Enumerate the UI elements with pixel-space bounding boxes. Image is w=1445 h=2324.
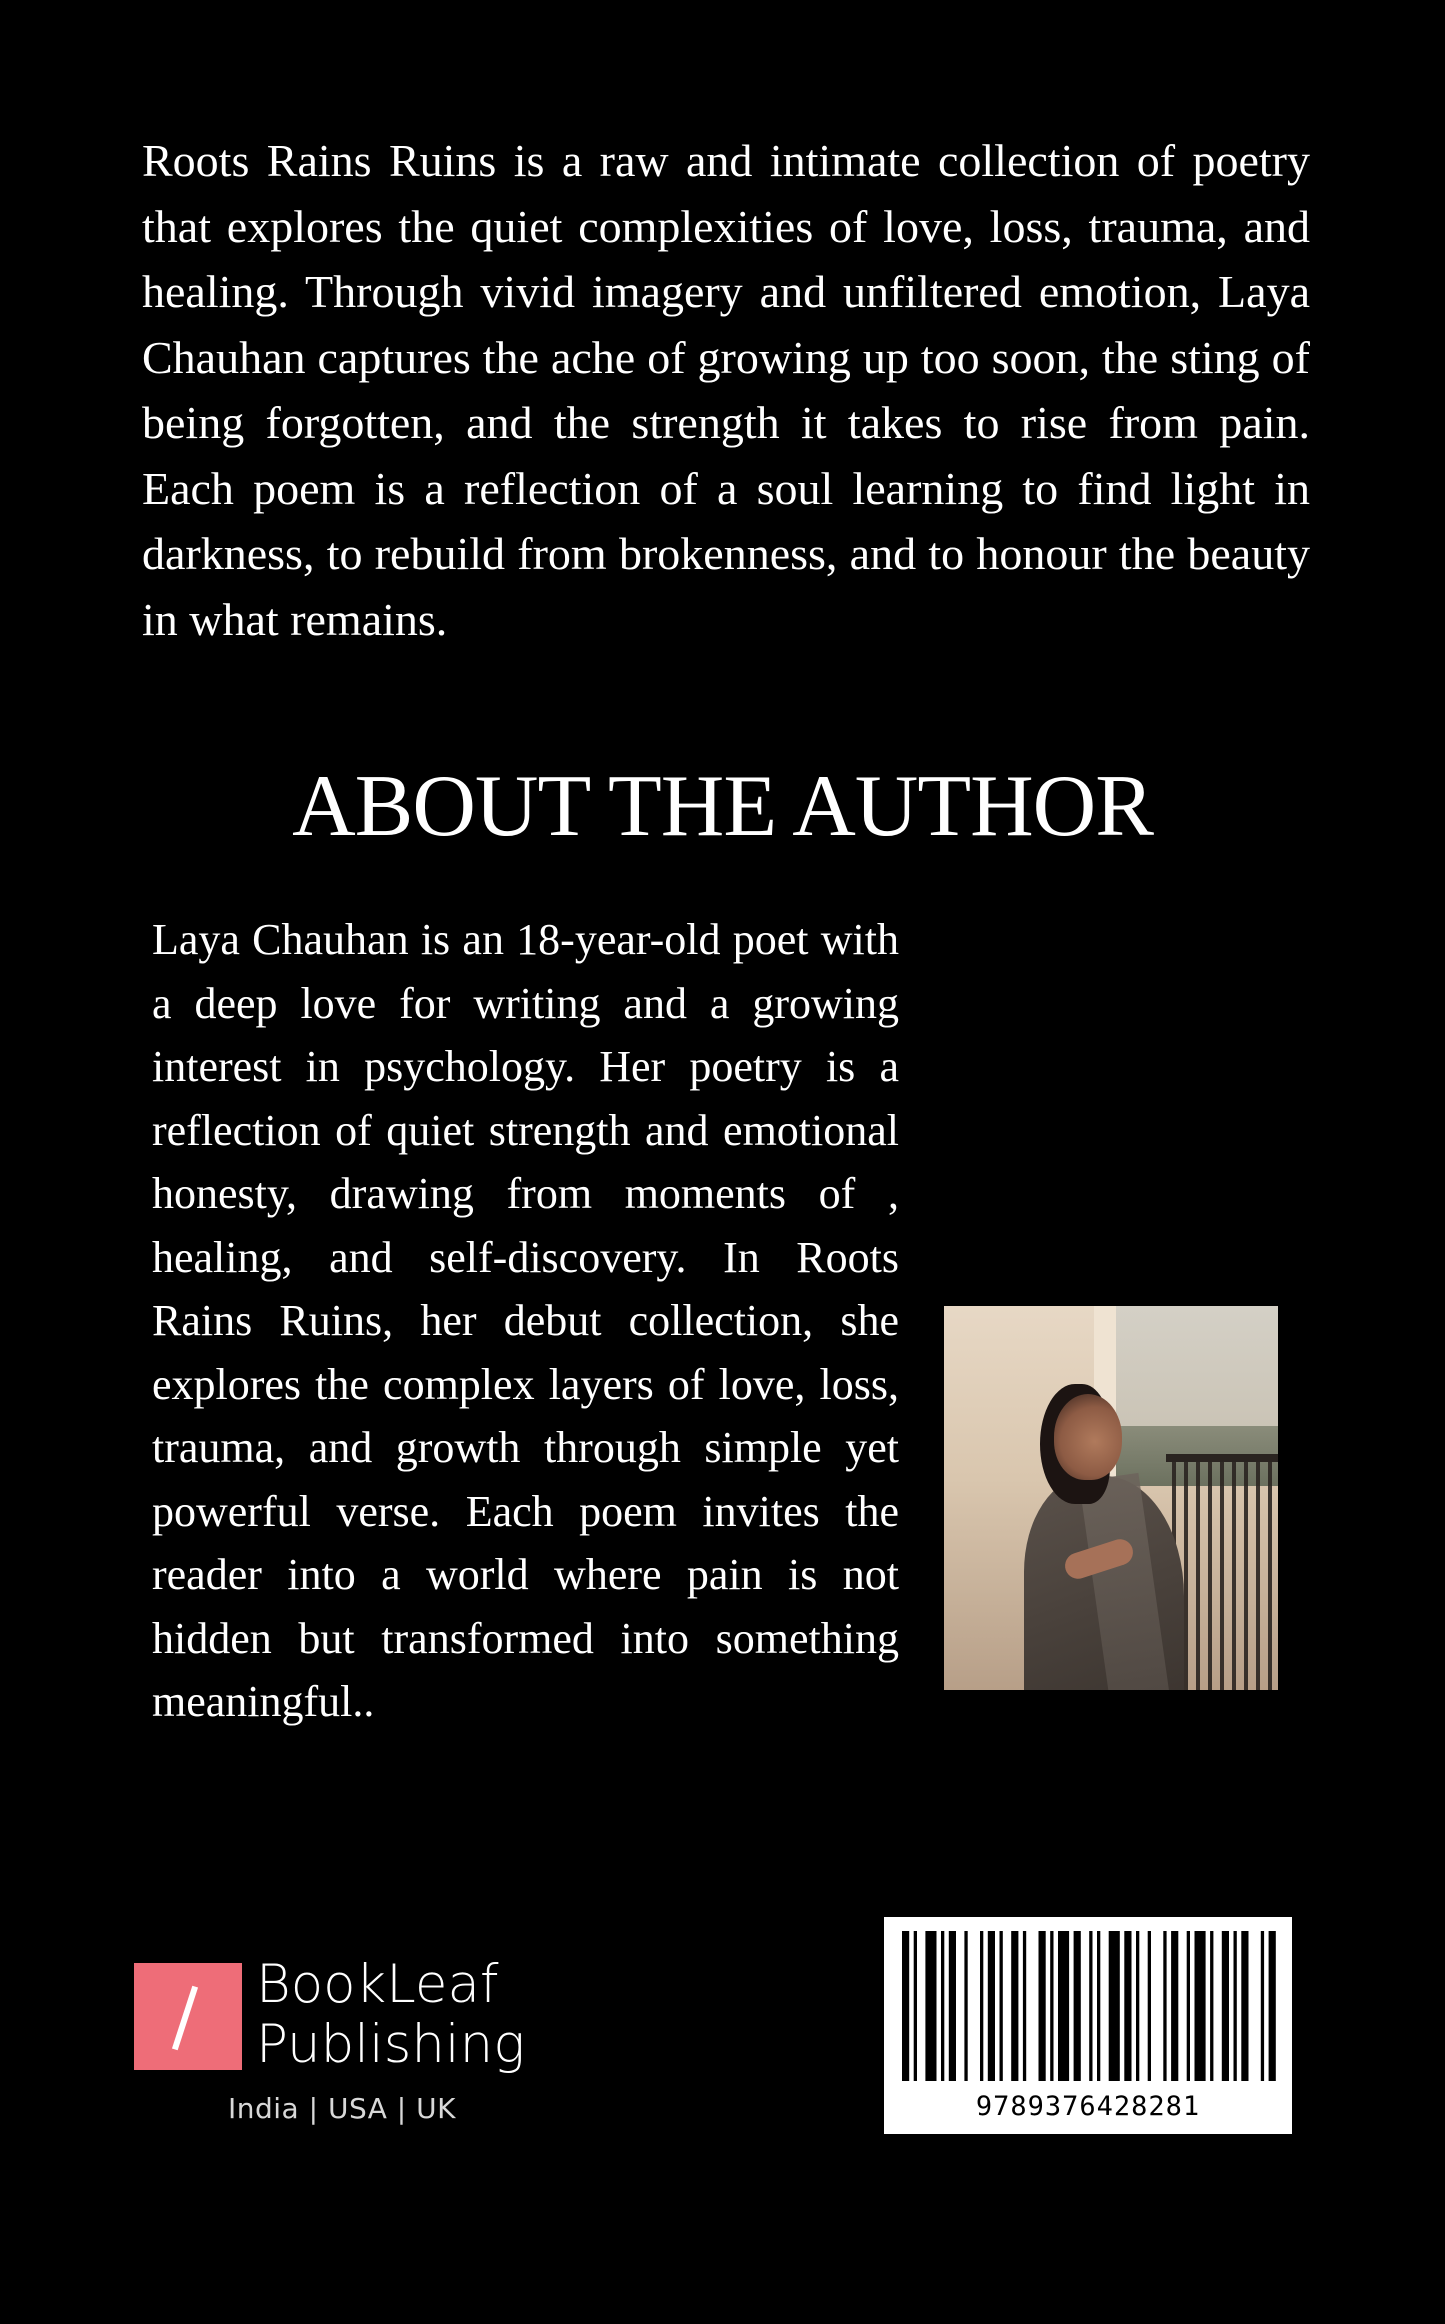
- barcode-bar: [1241, 1931, 1248, 2081]
- isbn-number: 9789376428281: [975, 2091, 1201, 2122]
- barcode-bar: [1074, 1931, 1081, 2081]
- barcode-bar: [1136, 1931, 1139, 2081]
- barcode-bar: [1109, 1931, 1120, 2081]
- barcode-bar: [902, 1931, 909, 2081]
- publisher-name: [256, 1955, 525, 2075]
- book-blurb: Roots Rains Ruins is a raw and intimate collection of poetry that explores the quiet complexities of love, loss, trauma, and healing. Through vivid imagery and unfiltered emotion, Laya Chauhan captures the ache of growing up too soon, the sting of being forgotten, and the strength it takes to rise from pain. Each poem is a reflection of a soul learning to find light in darkness, to rebuild from brokenness, and to honour the beauty in what remains.: [142, 135, 1310, 645]
- barcode-bar: [1124, 1931, 1131, 2081]
- barcode-bar: [1222, 1931, 1229, 2081]
- barcode-bar: [949, 1931, 956, 2081]
- barcode-bar: [1234, 1931, 1237, 2081]
- barcode-bar: [1195, 1931, 1206, 2081]
- barcode-bar: [1011, 1931, 1018, 2081]
- about-author-heading: ABOUT THE AUTHOR: [292, 758, 1153, 855]
- barcode-bar: [941, 1931, 944, 2081]
- barcode-bar: [980, 1931, 983, 2081]
- publisher-regions: India | USA | UK: [228, 2092, 456, 2125]
- barcode-bar: [964, 1931, 967, 2081]
- barcode-bar: [1089, 1931, 1092, 2081]
- barcode-bar: [988, 1931, 995, 2081]
- barcode-bar: [1210, 1931, 1213, 2081]
- barcode-bar: [1039, 1931, 1046, 2081]
- barcode-bar: [1097, 1931, 1100, 2081]
- barcode-bar: [1023, 1931, 1026, 2081]
- publisher-name-line1: BookLeaf: [256, 1954, 499, 2015]
- isbn-barcode: [884, 1917, 1292, 2134]
- author-photo: [944, 1306, 1278, 1690]
- barcode-bar: [1000, 1931, 1003, 2081]
- barcode-bar: [1050, 1931, 1053, 2081]
- barcode-bar: [914, 1931, 917, 2081]
- barcode-bar: [1163, 1931, 1166, 2081]
- barcode-bar: [1261, 1931, 1264, 2081]
- barcode-bar: [1187, 1931, 1190, 2081]
- barcode-bar: [1058, 1931, 1069, 2081]
- author-bio: Laya Chauhan is an 18-year-old poet with a deep love for writing and a growing interest in psychology. Her poetry is a reflection of quiet strength and emotional honesty, drawing from moments of , healing, and self-discovery. In Roots Rains Ruins, her debut collection, she explores the complex layers of love, loss, trauma, and growth through simple yet powerful verse. Each poem invites the reader into a world where pain is not hidden but transformed into something meaningful..: [152, 915, 899, 1726]
- publisher-name-line2: Publishing: [256, 2014, 526, 2075]
- barcode-bar: [1171, 1931, 1178, 2081]
- barcode-bar: [1148, 1931, 1151, 2081]
- barcode-bar: [1269, 1931, 1276, 2081]
- barcode-bar: [925, 1931, 936, 2081]
